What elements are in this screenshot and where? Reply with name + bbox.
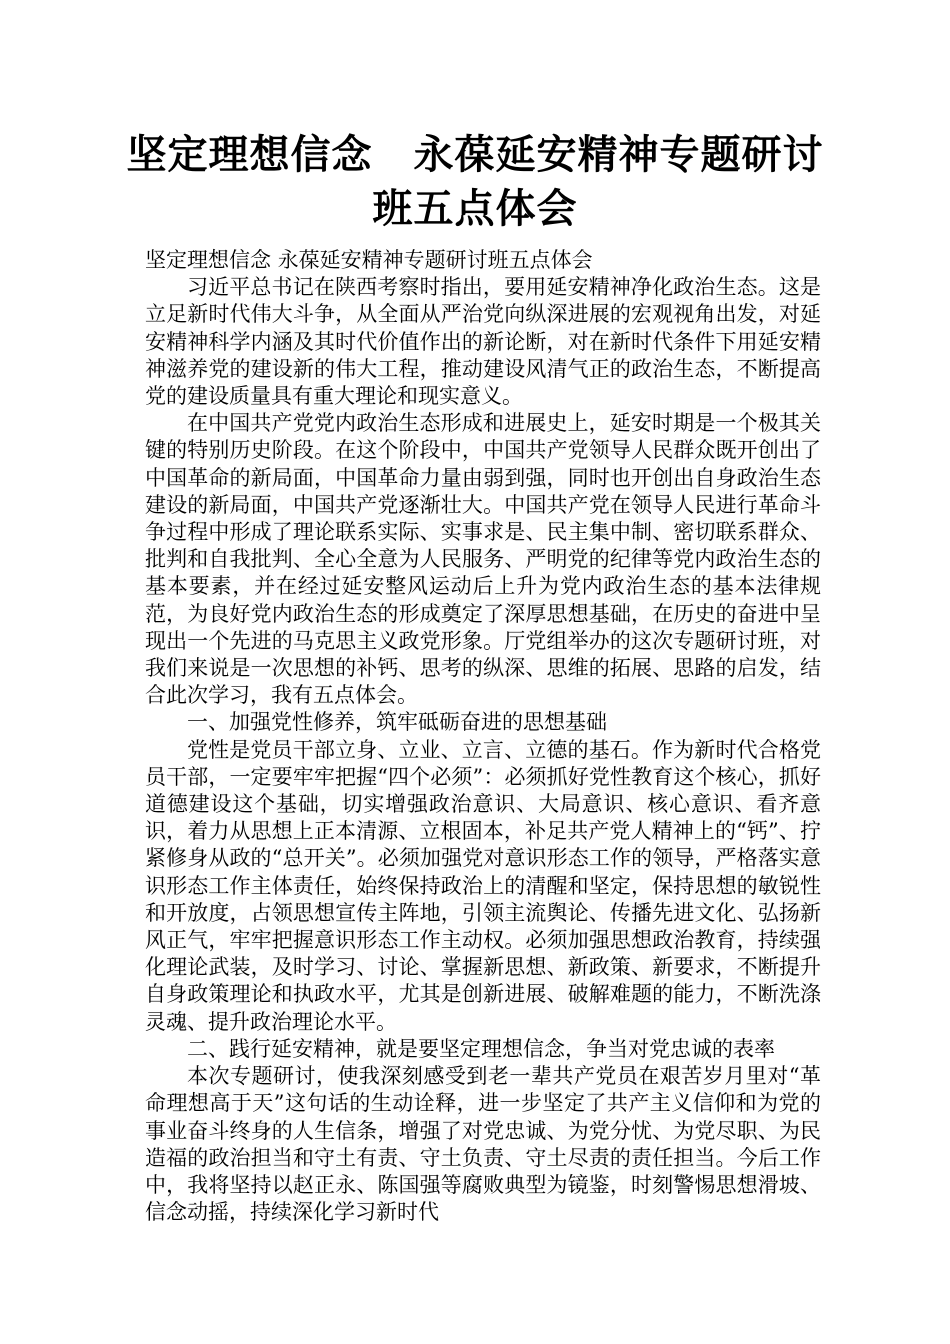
subtitle-paragraph: 坚定理想信念 永葆延安精神专题研讨班五点体会: [145, 248, 593, 272]
document-title: [100, 128, 850, 236]
document-body: [145, 247, 821, 1226]
section-heading: 一、加强党性修养，筑牢砥砺奋进的思想基础: [187, 710, 607, 735]
body-paragraph: 习近平总书记在陕西考察时指出，要用延安精神净化政治生态。这是立足新时代伟大斗争，从全面从严治党向纵深进展的宏观视角出发，对延安精神科学内涵及其时代价值作出的新论断，对在新时代条件下用延安精神滋养党的建设新的伟大工程，推动建设风清气正的政治生态，不断提高党的建设质量具有重大理论和现实意义。: [145, 275, 821, 409]
title-line-1: 坚定理想信念 永葆延安精神专题研讨: [126, 132, 824, 178]
body-paragraph: 党性是党员干部立身、立业、立言、立德的基石。作为新时代合格党员干部，一定要牢牢把握“四个必须”：必须抓好党性教育这个核心，抓好道德建设这个基础，切实增强政治意识、大局意识、核心意识、看齐意识，着力从思想上正本清源、立根固本，补足共产党人精神上的“钙”、拧紧修身从政的“总开关”。必须加强党对意识形态工作的领导，严格落实意识形态工作主体责任，始终保持政治上的清醒和坚定，保持思想的敏锐性和开放度，占领思想宣传主阵地，引领主流舆论、传播先进文化、弘扬新风正气，牢牢把握意识形态工作主动权。必须加强思想政治教育，持续强化理论武装，及时学习、讨论、掌握新思想、新政策、新要求，不断提升自身政策理论和执政水平，尤其是创新进展、破解难题的能力，不断洗涤灵魂、提升政治理论水平。: [145, 737, 821, 1034]
section-heading: 二、践行延安精神，就是要坚定理想信念，争当对党忠诚的表率: [187, 1036, 775, 1061]
body-paragraph: 在中国共产党党内政治生态形成和进展史上，延安时期是一个极其关键的特别历史阶段。在这个阶段中，中国共产党领导人民群众既开创出了中国革命的新局面，中国革命力量由弱到强，同时也开创出自身政治生态建设的新局面，中国共产党逐渐壮大。中国共产党在领导人民进行革命斗争过程中形成了理论联系实际、实事求是、民主集中制、密切联系群众、批判和自我批判、全心全意为人民服务、严明党的纪律等党内政治生态的基本要素，并在经过延安整风运动后上升为党内政治生态的基本法律规范，为良好党内政治生态的形成奠定了深厚思想基础，在历史的奋进中呈现出一个先进的马克思主义政党形象。厅党组举办的这次专题研讨班，对我们来说是一次思想的补钙、思考的纵深、思维的拓展、思路的启发，结合此次学习，我有五点体会。: [145, 411, 821, 708]
body-paragraph: 本次专题研讨，使我深刻感受到老一辈共产党员在艰苦岁月里对“革命理想高于天”这句话的生动诠释，进一步坚定了共产主义信仰和为党的事业奋斗终身的人生信条，增强了对党忠诚、为党分忧、为党尽职、为民造福的政治担当和守土有责、守土负责、守土尽责的责任担当。今后工作中，我将坚持以赵正永、陈国强等腐败典型为镜鉴，时刻警惕思想滑坡、信念动摇，持续深化学习新时代: [145, 1064, 821, 1225]
title-line-2: 班五点体会: [372, 186, 578, 232]
